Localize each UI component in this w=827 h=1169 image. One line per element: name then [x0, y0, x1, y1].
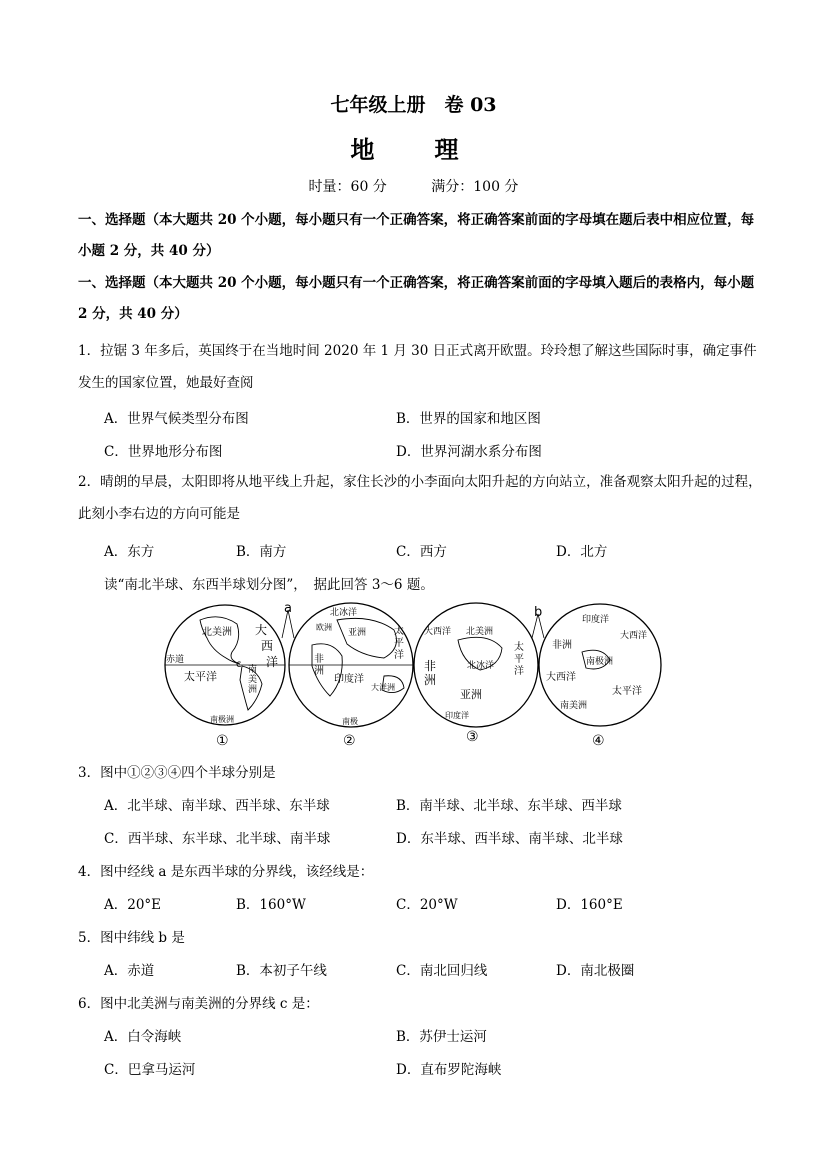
label-b: b: [534, 605, 543, 620]
label-atlantic-xi: 西: [261, 639, 274, 653]
north-america-shape: [200, 617, 240, 664]
label-pacific-v2: 平: [394, 638, 404, 649]
asia-shape: [337, 618, 396, 658]
question-5-stem: 5．图中纬线 b 是: [78, 930, 185, 946]
label-atlantic-yang: 洋: [266, 655, 279, 669]
globe-number-1: ①: [216, 733, 229, 749]
label-oceania: 大洋洲: [371, 683, 395, 692]
q6-option-a: A．白令海峡: [104, 1029, 182, 1045]
label-indian-2: 印度洋: [334, 674, 364, 685]
hemisphere-figure: [162, 600, 662, 750]
label-antarctica-4: 南极洲: [586, 657, 614, 667]
label-arctic-3: 北冰洋: [467, 661, 495, 671]
label-africa3-2: 洲: [424, 673, 437, 687]
question-3-stem: 3．图中①②③④四个半球分别是: [78, 765, 276, 781]
label-sa-1: 南: [248, 665, 258, 675]
exam-title: 七年级上册 卷 03: [330, 94, 497, 116]
globe-number-2: ②: [343, 733, 356, 749]
q3-option-b: B．南半球、北半球、东半球、西半球: [396, 798, 622, 814]
label-c: c: [236, 659, 242, 670]
q4-option-a: A．20°E: [104, 897, 162, 913]
label-atlantic-3: 大西洋: [424, 627, 452, 637]
label-atlantic-4b: 大西洋: [620, 631, 648, 641]
q3-option-d: D．东半球、西半球、南半球、北半球: [396, 831, 623, 847]
question-1-stem: 1．拉锯 3 年多后，英国终于在当地时间 2020 年 1 月 30 日正式离开欧盟。玲玲想了解这些国际时事，确定事件发生的国家位置，她最好查阅: [78, 343, 757, 391]
q6-option-d: D．直布罗陀海峡: [396, 1062, 502, 1078]
q4-option-c: C．20°W: [396, 897, 458, 913]
label-antarctica-1: 南极洲: [210, 715, 234, 724]
q1-option-c: C．世界地形分布图: [104, 444, 223, 460]
question-2-stem: 2．晴朗的早晨，太阳即将从地平线上升起，家住长沙的小李面向太阳升起的方向站立，准备观察太阳升起的过程，此刻小李右边的方向可能是: [78, 474, 762, 522]
q2-option-c: C．西方: [396, 544, 447, 560]
label-africa-2: 洲: [314, 666, 324, 677]
label-africa-4: 非洲: [552, 640, 572, 651]
q4-option-b: B．160°W: [236, 897, 306, 913]
section-heading-b: 一、选择题（本大题共 20 个小题，每小题只有一个正确答案，将正确答案前面的字母填入题后的表格内，每小题 2 分，共 40 分）: [78, 275, 755, 322]
q5-option-a: A．赤道: [104, 963, 155, 979]
q4-option-d: D．160°E: [556, 897, 623, 913]
q6-option-c: C．巴拿马运河: [104, 1062, 196, 1078]
q2-option-a: A．东方: [104, 544, 155, 560]
subject-title: 地 理: [350, 135, 477, 164]
hemisphere-diagram: [162, 600, 662, 750]
question-4-stem: 4．图中经线 a 是东西半球的分界线，该经线是：: [78, 864, 374, 880]
label-a: a: [284, 601, 292, 616]
label-atlantic-da: 大: [255, 623, 268, 637]
label-africa-1: 非: [314, 654, 324, 665]
question-6-stem: 6．图中北美洲与南美洲的分界线 c 是：: [78, 996, 319, 1012]
label-asia-3: 亚洲: [460, 688, 482, 701]
full-score: 满分：100 分: [431, 179, 519, 195]
q3-option-c: C．西半球、东半球、北半球、南半球: [104, 831, 331, 847]
label-indian-3: 印度洋: [445, 711, 469, 720]
label-antarctica-2: 南极: [342, 717, 358, 726]
q1-option-a: A．世界气候类型分布图: [104, 411, 249, 427]
label-africa3-1: 非: [424, 659, 437, 673]
time-limit: 时量：60 分: [308, 179, 387, 195]
label-sam-4: 南美洲: [560, 701, 588, 711]
globe-number-3: ③: [466, 729, 479, 745]
label-arctic-2: 北冰洋: [330, 608, 358, 618]
read-intro: 读“南北半球、东西半球划分图”， 据此回答 3～6 题。: [104, 577, 434, 593]
label-asia-2: 亚洲: [348, 628, 367, 638]
label-pacific3-v3: 洋: [514, 666, 524, 677]
q2-option-d: D．北方: [556, 544, 608, 560]
label-sa-3: 洲: [248, 685, 258, 695]
label-pacific-v3: 洋: [394, 650, 404, 661]
globe-number-4: ④: [592, 733, 605, 749]
q5-option-d: D．南北极圈: [556, 963, 635, 979]
label-pacific3-v1: 太: [514, 642, 524, 653]
label-sa-2: 美: [248, 675, 258, 685]
label-pacific-4: 太平洋: [612, 686, 642, 697]
q5-option-c: C．南北回归线: [396, 963, 488, 979]
q6-option-b: B．苏伊士运河: [396, 1029, 487, 1045]
label-atlantic-4: 大西洋: [546, 672, 576, 683]
section-heading-a: 一、选择题（本大题共 20 个小题，每小题只有一个正确答案，将正确答案前面的字母填在题后表中相应位置，每小题 2 分，共 40 分）: [78, 212, 755, 259]
label-europe: 欧洲: [316, 623, 332, 632]
label-pacific-1: 太平洋: [184, 670, 217, 683]
label-nam-3: 北美洲: [466, 627, 494, 637]
q2-option-b: B．南方: [236, 544, 287, 560]
exam-meta: [0, 176, 827, 196]
q1-option-b: B．世界的国家和地区图: [396, 411, 541, 427]
label-pacific3-v2: 平: [514, 654, 524, 665]
label-north-america: 北美洲: [202, 627, 232, 638]
label-equator: 赤道: [166, 655, 185, 665]
label-indian-4: 印度洋: [582, 615, 610, 625]
label-pacific-v1: 太: [394, 626, 404, 637]
q5-option-b: B．本初子午线: [236, 963, 327, 979]
q3-option-a: A．北半球、南半球、西半球、东半球: [104, 798, 330, 814]
q1-option-d: D．世界河湖水系分布图: [396, 444, 542, 460]
